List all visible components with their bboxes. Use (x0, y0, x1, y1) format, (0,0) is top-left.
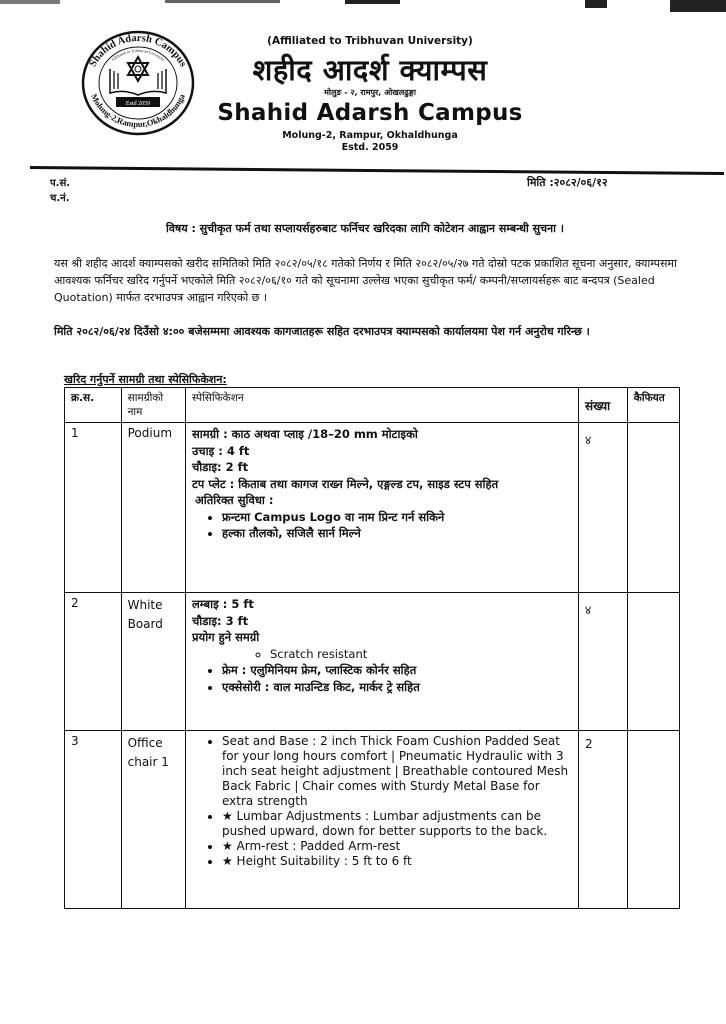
table-header-row (65, 388, 680, 423)
dispatch-number-label: च.नं. (50, 193, 70, 204)
spec-bullet: • Seat and Base : 2 inch Thick Foam Cushion Padded Seat for your long hours comfort | Pneumatic Hydraulic with 3 inch seat height adjustment | Breathable contoured Mesh Back Fabric | Chair comes with Sturdy Metal Base for extra strength (222, 734, 572, 809)
campus-address-nepali: मोलुङ - २, रामपुर, ओखलढुङ्गा (324, 88, 416, 97)
campus-name-english: Shahid Adarsh Campus (217, 100, 523, 126)
spec-line: चौडाइ: 2 ft (191, 460, 249, 474)
spec-line: सामग्री : काठ अथवा प्लाइ /18–20 mm मोटाइको (191, 427, 418, 441)
row-item-name: Office chair 1 (121, 731, 185, 909)
row-item-name: White Board (121, 593, 185, 731)
notice-paragraph: यस श्री शहीद आदर्श क्याम्पसको खरीद समितिको मिति २०८२/०५/१८ गतेको निर्णय र मिति २०८२/०५/२७ गते दोस्रो पटक प्रकाशित सूचना अनुसार, क्याम्पसमा आवश्यक फर्निचर खरिद गर्नुपर्ने भएकोले मिति २०८२/०६/१० गते को सूचनामा उल्लेख भएका सुचीकृत फर्म/ कम्पनी/सप्लायर्सहरू बाट बन्दपत्र (Sealed Quotation) मार्फत दरभाउपत्र आह्वान गरिएको छ । (54, 257, 677, 304)
spec-line: चौडाइ: 3 ft (191, 613, 249, 628)
spec-sub-bullet: ◦ Scratch resistant (270, 646, 572, 663)
row-remarks (627, 731, 679, 909)
table-row (65, 423, 680, 593)
header-serial: क्र.स. (65, 388, 122, 423)
spec-bullet: • एक्सेसोरी : वाल माउन्टिड किट, मार्कर ट्रे सहित (222, 679, 572, 696)
row-specification (185, 423, 578, 593)
spec-bullet: • फ्रन्टमा Campus Logo वा नाम प्रिन्ट गर्न सकिने (222, 509, 572, 526)
table-row (65, 593, 680, 731)
row-serial: 2 (65, 593, 122, 731)
row-quantity: 2 (578, 731, 627, 909)
scan-artifact (585, 0, 607, 8)
items-table (64, 387, 680, 909)
row-specification (185, 593, 578, 731)
header-item-name: सामग्रीको नाम (121, 388, 185, 423)
spec-bullet: • ★ Lumbar Adjustments : Lumbar adjustments can be pushed upward, down for better supports to the back. (222, 809, 572, 839)
spec-bullet: • ★ Arm-rest : Padded Arm-rest (222, 839, 572, 854)
row-remarks (627, 423, 679, 593)
notice-paragraph-deadline: मिति २०८२/०६/२४ दिउँसो ४:०० बजेसम्ममा आवश्यक कागजातहरू सहित दरभाउपत्र क्याम्पसको कार्यालयमा पेश गर्न अनुरोध गरिन्छ । (54, 325, 590, 338)
spec-line: टप प्लेट : किताब तथा कागज राख्न मिल्ने, एङ्गल्ड टप, साइड स्टप सहित (191, 476, 499, 491)
scan-artifact (670, 0, 726, 12)
header-remarks: कैफियत (627, 388, 679, 423)
row-remarks (627, 593, 679, 731)
spec-line: अतिरिक्त सुविधा : (194, 493, 274, 507)
table-caption: खरिद गर्नुपर्ने सामग्री तथा स्पेसिफिकेशन: (64, 373, 227, 386)
spec-line: उचाइ : 4 ft (191, 443, 250, 458)
row-quantity: ४ (578, 423, 627, 593)
row-serial: 3 (65, 731, 122, 909)
spec-line: प्रयोग हुने समग्री (191, 630, 260, 644)
notice-date: मिति :२०८२/०६/१२ (527, 176, 608, 189)
notice-subject: विषय : सुचीकृत फर्म तथा सप्लायर्सहरुबाट फर्निचर खरिदका लागि कोटेशन आह्वान सम्बन्धी सुचना । (165, 222, 565, 235)
spec-bullet: • हल्का तौलको, सजिलै सार्न मिल्ने (222, 525, 572, 542)
table-row (65, 731, 680, 909)
logo-ring-inner: Affiliated to Tribhuvan University (110, 47, 166, 63)
scan-artifact (165, 0, 280, 3)
spec-bullet: • फ्रेम : एलुमिनियम फ्रेम, प्लास्टिक कोर्नर सहित (222, 662, 572, 679)
header-divider (30, 166, 724, 175)
header-quantity: संख्या (578, 388, 627, 423)
row-item-name: Podium (121, 423, 185, 593)
logo-estd: Estd 2059 (125, 101, 151, 107)
campus-address-english: Molung-2, Rampur, Okhaldhunga (282, 130, 458, 141)
logo-ring-bottom: Molung-2,Rampur,Okhaldhunga (89, 92, 187, 130)
header-specification: स्पेसिफिकेशन (185, 388, 578, 423)
reference-number-label: प.सं. (50, 178, 71, 189)
row-serial: 1 (65, 423, 122, 593)
spec-bullet: • ★ Height Suitability : 5 ft to 6 ft (222, 854, 572, 869)
established-year: Estd. 2059 (341, 142, 399, 153)
campus-name-nepali: शहीद आदर्श क्याम्पस (252, 53, 488, 87)
scan-artifact (345, 0, 400, 4)
scan-artifact (0, 0, 60, 4)
spec-line: लम्बाइ : 5 ft (191, 597, 254, 611)
row-specification (185, 731, 578, 909)
campus-logo (80, 29, 196, 137)
row-quantity: ४ (578, 593, 627, 731)
affiliation: (Affiliated to Tribhuvan University) (267, 35, 473, 47)
logo-ring-top: Shahid Adarsh Campus (87, 32, 189, 69)
